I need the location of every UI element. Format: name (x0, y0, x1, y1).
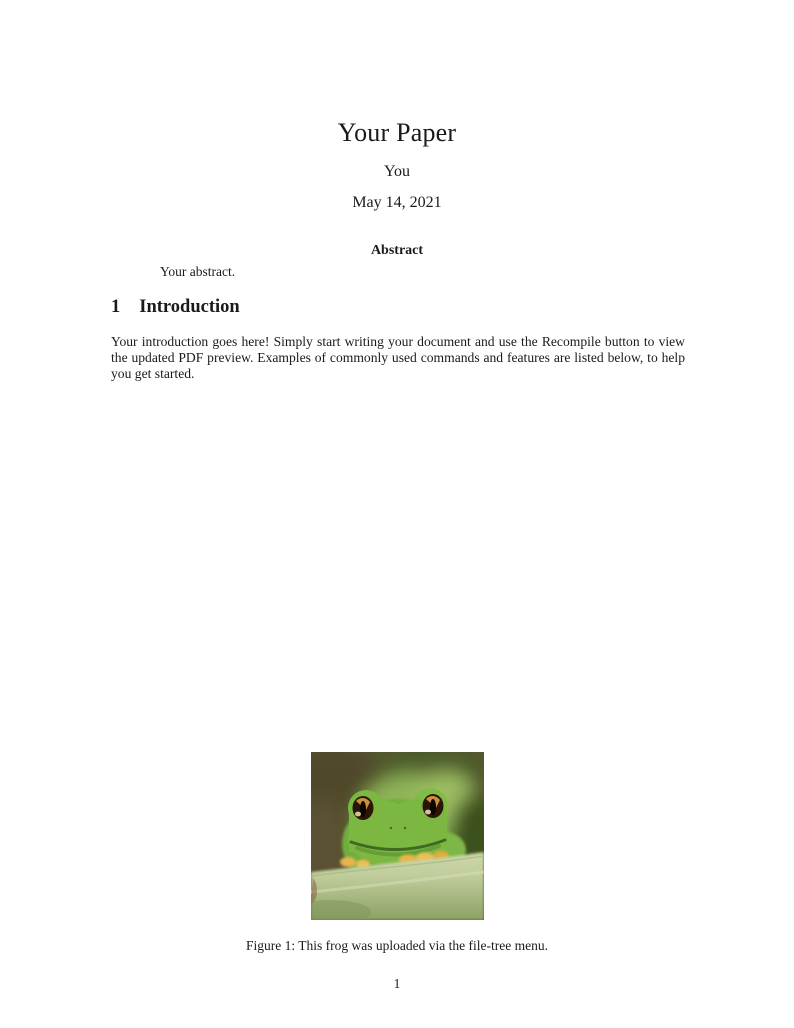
document-author: You (384, 163, 410, 180)
abstract-text: Your abstract. (160, 264, 236, 279)
section-heading (111, 297, 240, 318)
section-title: Introduction (139, 297, 240, 317)
document-date: May 14, 2021 (352, 194, 442, 211)
page-number: 1 (393, 976, 401, 991)
abstract-heading: Abstract (370, 243, 424, 258)
introduction-paragraph: Your introduction goes here! Simply start writing your document and use the Recompile button to view the updated PDF preview. Examples of commonly used commands and features are listed below, to help you get started. (111, 334, 685, 381)
figure-caption: Figure 1: This frog was uploaded via the file-tree menu. (246, 938, 548, 953)
frog-photo (311, 752, 484, 920)
document-title: Your Paper (337, 118, 457, 147)
section-number: 1 (111, 297, 121, 317)
